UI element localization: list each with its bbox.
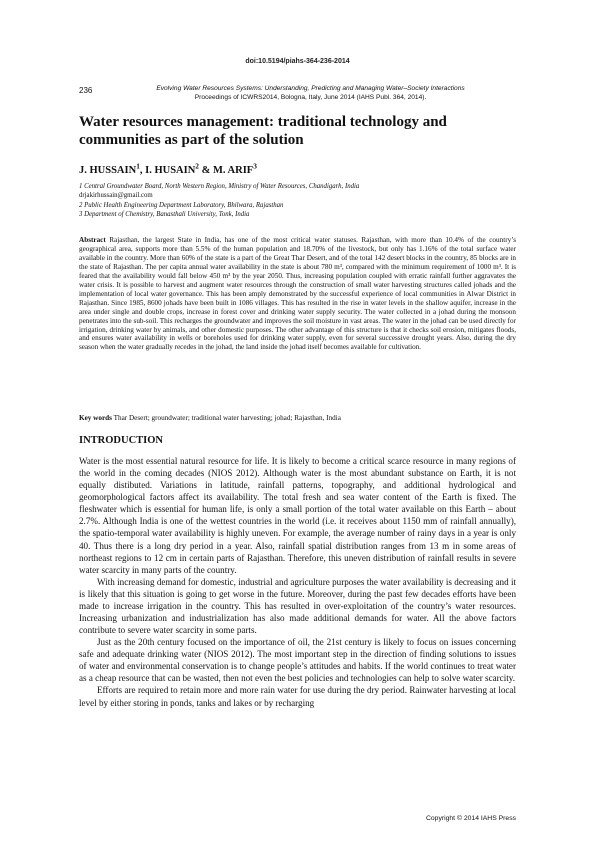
abstract-label: Abstract [79,236,106,244]
author-list: J. HUSSAIN$^1$, I. HUSAIN$^2$ & M. ARIF$^3$ [79,161,257,176]
proceedings-line: Proceedings of ICWRS2014, Bologna, Italy, June 2014 (IAHS Publ. 364, 2014). [194,93,427,101]
affiliation-3: 3 Department of Chemistry, Banasthali University, Tonk, India [79,210,250,218]
abstract-text: Rajasthan, the largest State in India, has one of the most critical water statuses. Rajasthan, with more than 10.4% of the country’s geographical area, supports more than 5.5% of the human population and 18.70% of the livestock, but only has 1.16% of the total surface water available in the country. More than 60% of the state is a part of the Great Thar Desert, and of the total 142 desert blocks in the country, 85 blocks are in the state of Rajasthan. The per capita annual water availability in the state is about 780 m³, compared with the minimum requirement of 1000 m³. It is feared that the availability would fall below 450 m³ by the year 2050. Thus, increasing population coupled with erratic rainfall further aggravates the water crisis. It is possible to harvest and augment water resources through the construction of small water harvesting structures called johads and the implementation of local water governance. This has been amply demonstrated by the successful experience of local communities in Alwar District in Rajasthan. Since 1985, 8600 johads have been built in 1086 villages. This has resulted in the rise in water levels in the shallow aquifer, increase in the area under single and double crops, increase in forest cover and drinking water supply security. The water collected in a johad during the monsoon penetrates into the sub-soil. This recharges the groundwater and improves the soil moisture in vast areas. The water in the johad can be used directly for irrigation, drinking water by animals, and other domestic purposes. The other advantage of this structure is that it checks soil erosion, mitigates floods, and ensures water availability in wells or boreholes used for drinking water supply, even for several successive drought years. Also, during the dry season when the water gradually recedes in the johad, the land inside the johad itself becomes available for cultivation. [79,236,516,352]
affiliations [79,182,519,219]
affiliation-1: 1 Central Groundwater Board, North Western Region, Ministry of Water Resources, Chandigarh, India [79,183,360,190]
page-number: 236 [79,86,93,95]
corresponding-email[interactable]: drjakirhussain@gmail.com [79,192,153,200]
paragraph: Just as the 20th century focused on the importance of oil, the 21st century is likely to focus on issues concerning safe and adequate drinking water (NIOS 2012). The most important step in the direction of finding solutions to issues of water and environmental conservation is to change people’s attitudes and habits. If the world continues to treat water as a cheap resource that can be wasted, then not even the best policies and technologies can help to solve water scarcity. [79,637,516,684]
author-3: M. ARIF [212,165,254,176]
author-2: I. HUSAIN [145,165,196,176]
keywords-label: Key words [79,414,112,422]
series-line: Evolving Water Resources Systems: Understanding, Predicting and Managing Water–Society Interactions [156,85,465,92]
author-2-affil-mark: 2 [195,161,199,171]
paragraph: Efforts are required to retain more and more rain water for use during the dry period. Rainwater harvesting at local level by either storing in ponds, tanks and lakes or by recharging [79,685,516,708]
keywords [79,414,516,423]
author-1: J. HUSSAIN [79,165,137,176]
paper-title: Water resources management: traditional technology and communities as part of the solution [79,114,447,148]
paragraph: With increasing demand for domestic, industrial and agriculture purposes the water availability is decreasing and it is likely that this situation is going to get worse in the future. Moreover, during the past few decades efforts have been made to increase irrigation in the country. This has resulted in over-exploitation of the country’s water resources. Increasing urbanization and industrialization has also made additional demands for water. All the above factors contribute to severe water scarcity in some parts. [79,576,516,636]
copyright-notice: Copyright © 2014 IAHS Press [425,815,516,822]
doi-line: doi:10.5194/piahs-364-236-2014 [245,58,350,65]
keywords-text: Thar Desert; groundwater; traditional water harvesting; johad; Rajasthan, India [113,414,341,422]
section-heading: INTRODUCTION [79,435,164,446]
abstract [79,236,516,352]
paragraph: Water is the most essential natural resource for life. It is likely to become a critical scarce resource in many regions of the world in the coming decades (NIOS 2012). Although water is the most abundant substance on Earth, it is not equally distibuted. Variations in latitude, rainfall patterns, topography, and additional hydrological and geomorphological factors affect its availability. The total fresh and sea water content of the Earth is fixed. The fleshwater which is essential for human life, is only a small portion of the total water available on this Earth – about 2.7%. Although India is one of the wettest countries in the world (i.e. it receives about 1150 mm of rainfall annually), the spatio-temporal water availability is highly uneven. For example, the average number of rainy days in a year is only 40. Thus there is a long dry period in a year. Also, rainfall spatial distribution ranges from 13 m in some areas of northeast regions to 12 cm in certain parts of Rajasthan. Therefore, this uneven distribution of rainfall results in severe water scarcity in many parts of the country. [79,456,516,575]
author-ampersand: & [201,165,211,176]
body-text [79,455,516,709]
running-head [108,85,513,102]
author-1-affil-mark: 1 [136,161,140,171]
author-3-affil-mark: 3 [253,161,257,171]
affiliation-2: 2 Public Health Engineering Department Laboratory, Bhilwara, Rajasthan [79,201,284,209]
